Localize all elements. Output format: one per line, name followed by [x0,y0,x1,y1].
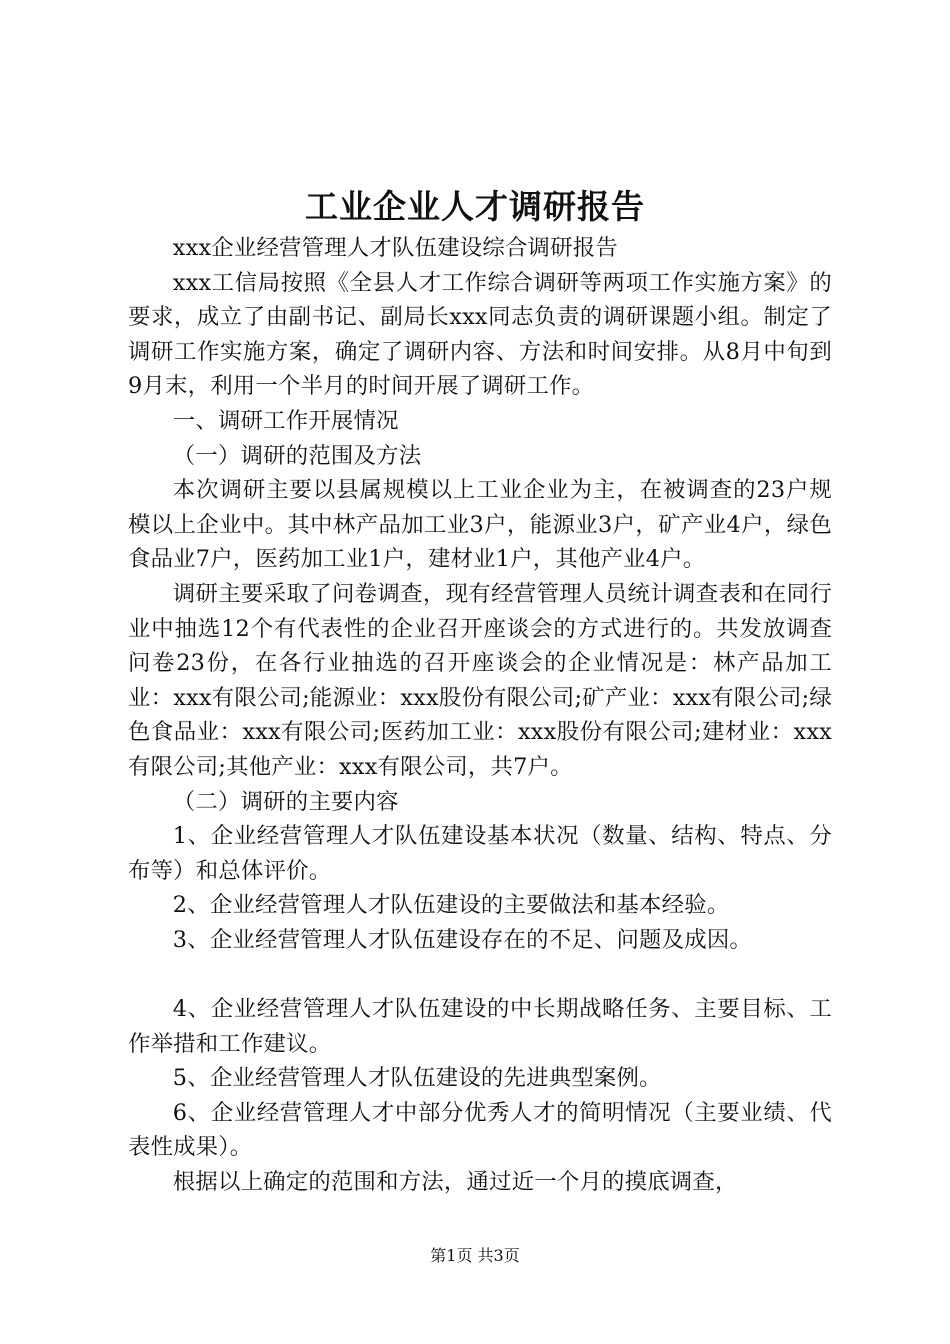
paragraph-scope: 本次调研主要以县属规模以上工业企业为主，在被调查的23户规模以上企业中。其中林产品加工业3户，能源业3户，矿产业4户，绿色食品业7户，医药加工业1户，建材业1户，其他产业4户。 [128,477,832,573]
content-item-1: 1、企业经营管理人才队伍建设基本状况（数量、结构、特点、分布等）和总体评价。 [128,823,832,884]
page-number-footer: 第1页 共3页 [430,1246,520,1265]
paragraph-intro: xxx工信局按照《全县人才工作综合调研等两项工作实施方案》的要求，成立了由副书记、副局长xxx同志负责的调研课题小组。制定了调研工作实施方案，确定了调研内容、方法和时间安排。从8月中旬到9月末，利用一个半月的时间开展了调研工作。 [128,269,832,400]
subsection-heading-2: （二）调研的主要内容 [172,788,399,815]
content-item-5: 5、企业经营管理人才队伍建设的先进典型案例。 [172,1065,662,1092]
paragraph-subtitle: xxx企业经营管理人才队伍建设综合调研报告 [172,235,618,261]
section-heading-1: 一、调研工作开展情况 [172,407,399,434]
content-item-3: 3、企业经营管理人才队伍建设存在的不足、问题及成因。 [172,926,753,953]
subsection-heading-1: （一）调研的范围及方法 [172,442,422,469]
content-item-2: 2、企业经营管理人才队伍建设的主要做法和基本经验。 [172,892,730,919]
paragraph-method: 调研主要采取了问卷调查，现有经营管理人员统计调查表和在同行业中抽选12个有代表性的企业召开座谈会的方式进行的。共发放调查问卷23份，在各行业抽选的召开座谈会的企业情况是：林产品加工业：xxx有限公司;能源业：xxx股份有限公司;矿产业：xxx有限公司;绿色食品业：xxx有限公司;医药加工业：xxx股份有限公司;建材业：xxx有限公司;其他产业：xxx有限公司，共7户。 [128,580,832,780]
document-body [128,231,832,1200]
content-item-4: 4、企业经营管理人才队伍建设的中长期战略任务、主要目标、工作举措和工作建议。 [128,996,832,1057]
document-title: 工业企业人才调研报告 [305,187,645,226]
paragraph-conclusion-start: 根据以上确定的范围和方法，通过近一个月的摸底调查， [172,1169,738,1196]
content-item-6: 6、企业经营管理人才中部分优秀人才的简明情况（主要业绩、代表性成果）。 [128,1099,832,1161]
